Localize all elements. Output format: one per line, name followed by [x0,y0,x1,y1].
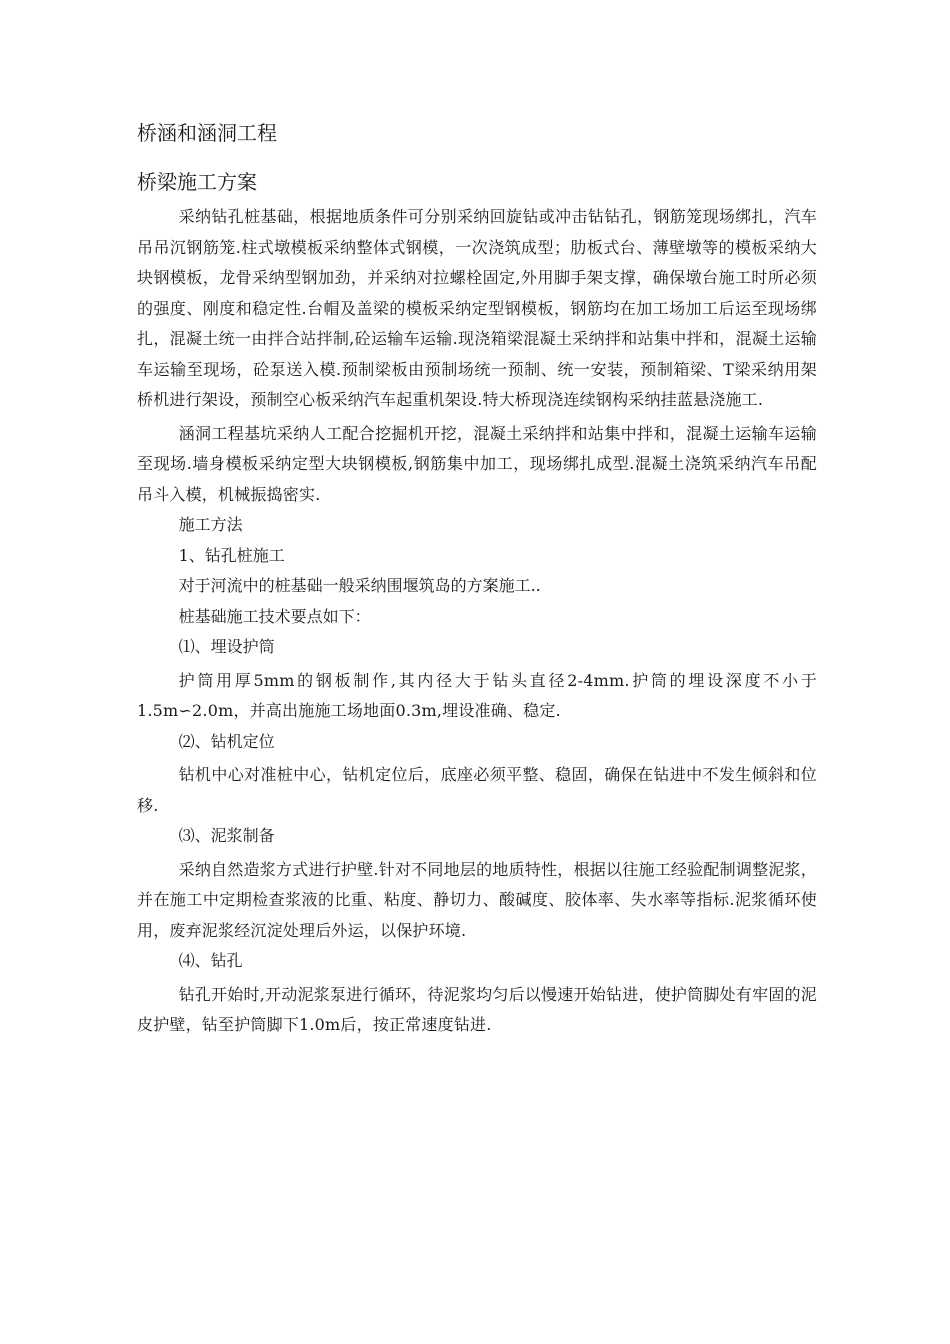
subheading-rig-positioning: ⑵、钻机定位 [178,731,275,751]
body-text [137,202,817,1041]
subheading-casing: ⑴、埋设护筒 [178,637,275,656]
paragraph-drilling: 钻孔开始时,开动泥浆泵进行循环，待泥浆均匀后以慢速开始钻进，使护筒脚处有牢固的泥皮护壁，钻至护筒脚下1.0m后，按正常速度钻进. [137,984,817,1034]
paragraph-river-pile: 对于河流中的桩基础一般采纳围堰筑岛的方案施工.. [178,576,541,595]
paragraph-key-points: 桩基础施工技术要点如下： [178,606,371,626]
paragraph-culvert-method: 涵洞工程基坑采纳人工配合挖掘机开挖，混凝土采纳拌和站集中拌和，混凝土运输车运输至现场.墙身模板采纳定型大块钢模板,钢筋集中加工，现场绑扎成型.混凝土浇筑采纳汽车吊配吊斗入模，机械振捣密实. [137,423,817,504]
section-title: 桥梁施工方案 [137,170,257,194]
paragraph-rig-positioning: 钻机中心对准桩中心，钻机定位后，底座必须平整、稳固，确保在钻进中不发生倾斜和位移. [137,765,817,815]
subheading-mud-preparation: ⑶、泥浆制备 [178,826,275,845]
paragraph-bridge-method: 采纳钻孔桩基础，根据地质条件可分别采纳回旋钻或冲击钻钻孔，钢筋笼现场绑扎，汽车吊吊沉钢筋笼.柱式墩模板采纳整体式钢模，一次浇筑成型；肋板式台、薄壁墩等的模板采纳大块钢模板，龙骨采纳型钢加劲，并采纳对拉螺栓固定,外用脚手架支撑，确保墩台施工时所必须的强度、刚度和稳定性.台帽及盖梁的模板采纳定型钢模板，钢筋均在加工场加工后运至现场绑扎，混凝土统一由拌合站拌制,砼运输车运输.现浇箱梁混凝土采纳拌和站集中拌和，混凝土运输车运输至现场，砼泵送入模.预制梁板由预制场统一预制、统一安装，预制箱梁、T梁采纳用架桥机进行架设，预制空心板采纳汽车起重机架设.特大桥现浇连续钢构采纳挂蓝悬浇施工. [137,207,817,409]
document-title: 桥涵和涵洞工程 [137,121,277,145]
section-heading-bored-pile: 1、钻孔桩施工 [178,545,285,565]
section-heading-construction-method: 施工方法 [178,515,243,534]
subheading-drilling: ⑷、钻孔 [178,951,243,970]
paragraph-casing: 护筒用厚5mm的钢板制作,其内径大于钻头直径2-4mm.护筒的埋设深度不小于1.5m∽2.0m，并高出施施工场地面0.3m,埋设准确、稳定. [137,670,817,720]
paragraph-mud-preparation: 采纳自然造浆方式进行护壁.针对不同地层的地质特性，根据以往施工经验配制调整泥浆，并在施工中定期检查浆液的比重、粘度、静切力、酸碱度、胶体率、失水率等指标.泥浆循环使用，废弃泥浆经沉淀处理后外运，以保护环境. [137,859,817,940]
